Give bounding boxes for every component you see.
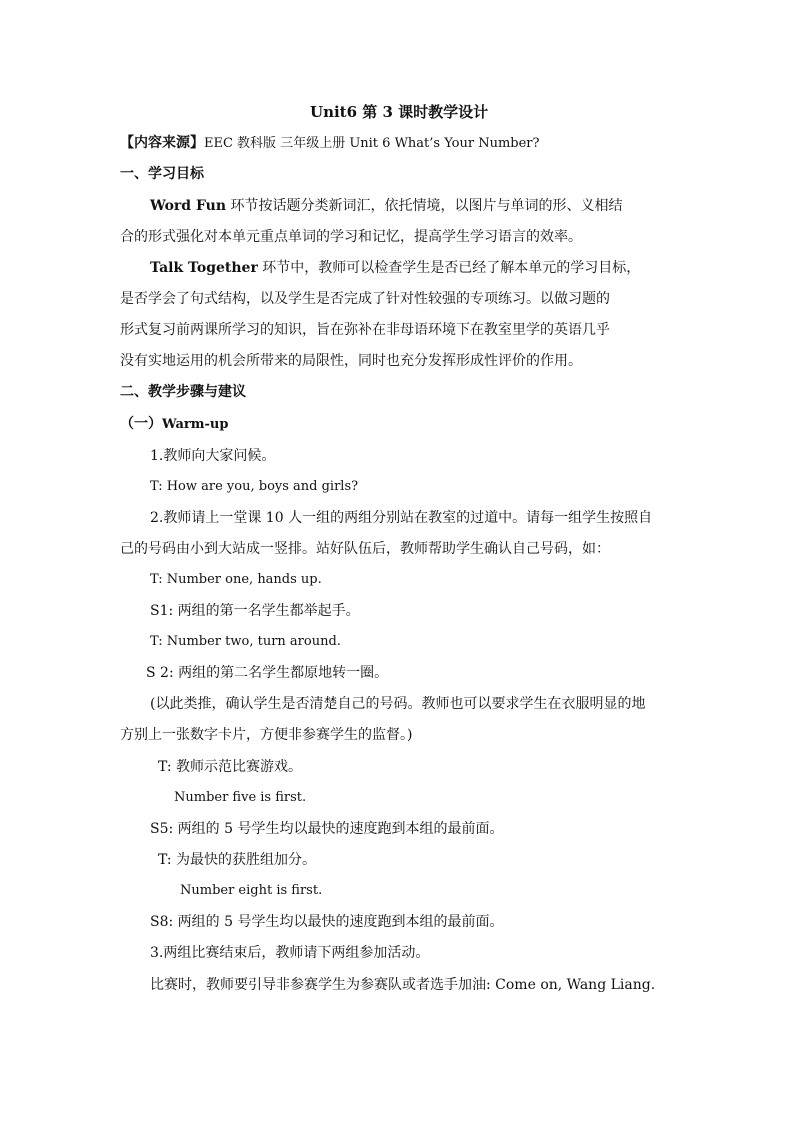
step-line: (以此类推，确认学生是否清楚自己的号码。教师也可以要求学生在衣服明显的地: [150, 696, 646, 712]
paragraph-lead-talk-together: Talk Together: [150, 260, 258, 276]
step-line: 比赛时，教师要引导非参赛学生为参赛队或者选手加油: Come on, Wang Liang.: [150, 977, 656, 993]
paragraph-lead-word-fun: Word Fun: [150, 198, 227, 214]
content-source-label: 【内容来源】: [120, 135, 204, 151]
paragraph-word-fun-line: 合的形式强化对本单元重点单词的学习和记忆，提高学生学习语言的效率。: [120, 229, 582, 245]
step-line: S1: 两组的第一名学生都举起手。: [150, 603, 360, 619]
section-heading-objectives: 一、学习目标: [120, 166, 204, 182]
paragraph-talk-together-line: Talk Together 环节中，教师可以检查学生是否已经了解本单元的学习目标，: [150, 260, 641, 276]
step-line: S8: 两组的 5 号学生均以最快的速度跑到本组的最前面。: [150, 914, 504, 930]
content-source-text: EEC 教科版 三年级上册 Unit 6 What’s Your Number?: [204, 136, 540, 151]
page-title: Unit6 第 3 课时教学设计: [310, 103, 489, 121]
step-line: S 2: 两组的第二名学生都原地转一圈。: [146, 665, 389, 681]
step-line: T: Number one, hands up.: [150, 572, 322, 587]
step-line: T: How are you, boys and girls?: [150, 479, 359, 494]
paragraph-word-fun-line: Word Fun 环节按话题分类新词汇，依托情境，以图片与单词的形、义相结: [150, 198, 623, 214]
step-line: Number eight is first.: [180, 883, 323, 898]
paragraph-talk-together-line: 没有实地运用的机会所带来的局限性，同时也充分发挥形成性评价的作用。: [120, 353, 582, 369]
paragraph-talk-together-line: 是否学会了句式结构，以及学生是否完成了针对性较强的专项练习。以做习题的: [120, 291, 610, 307]
step-line: 3.两组比赛结束后，教师请下两组参加活动。: [150, 945, 430, 961]
content-source: [120, 133, 540, 154]
step-line: T: Number two, turn around.: [150, 634, 341, 649]
step-line: T: 教师示范比赛游戏。: [158, 759, 303, 775]
step-line: 方别上一张数字卡片，方便非参赛学生的监督。): [120, 727, 413, 743]
step-line: 1.教师向大家问候。: [150, 448, 276, 464]
subsection-heading-warmup: （一）Warm-up: [120, 416, 229, 432]
step-line: 己的号码由小到大站成一竖排。站好队伍后，教师帮助学生确认自己号码，如：: [120, 541, 610, 557]
section-heading-steps: 二、教学步骤与建议: [120, 384, 246, 400]
step-line: 2.教师请上一堂课 10 人一组的两组分别站在教室的过道中。请每一组学生按照自: [150, 510, 653, 526]
step-line: T: 为最快的获胜组加分。: [158, 852, 317, 868]
step-line: Number five is first.: [174, 790, 307, 805]
paragraph-talk-together-line: 形式复习前两课所学习的知识，旨在弥补在非母语环境下在教室里学的英语几乎: [120, 322, 610, 338]
step-line: S5: 两组的 5 号学生均以最快的速度跑到本组的最前面。: [150, 821, 504, 837]
